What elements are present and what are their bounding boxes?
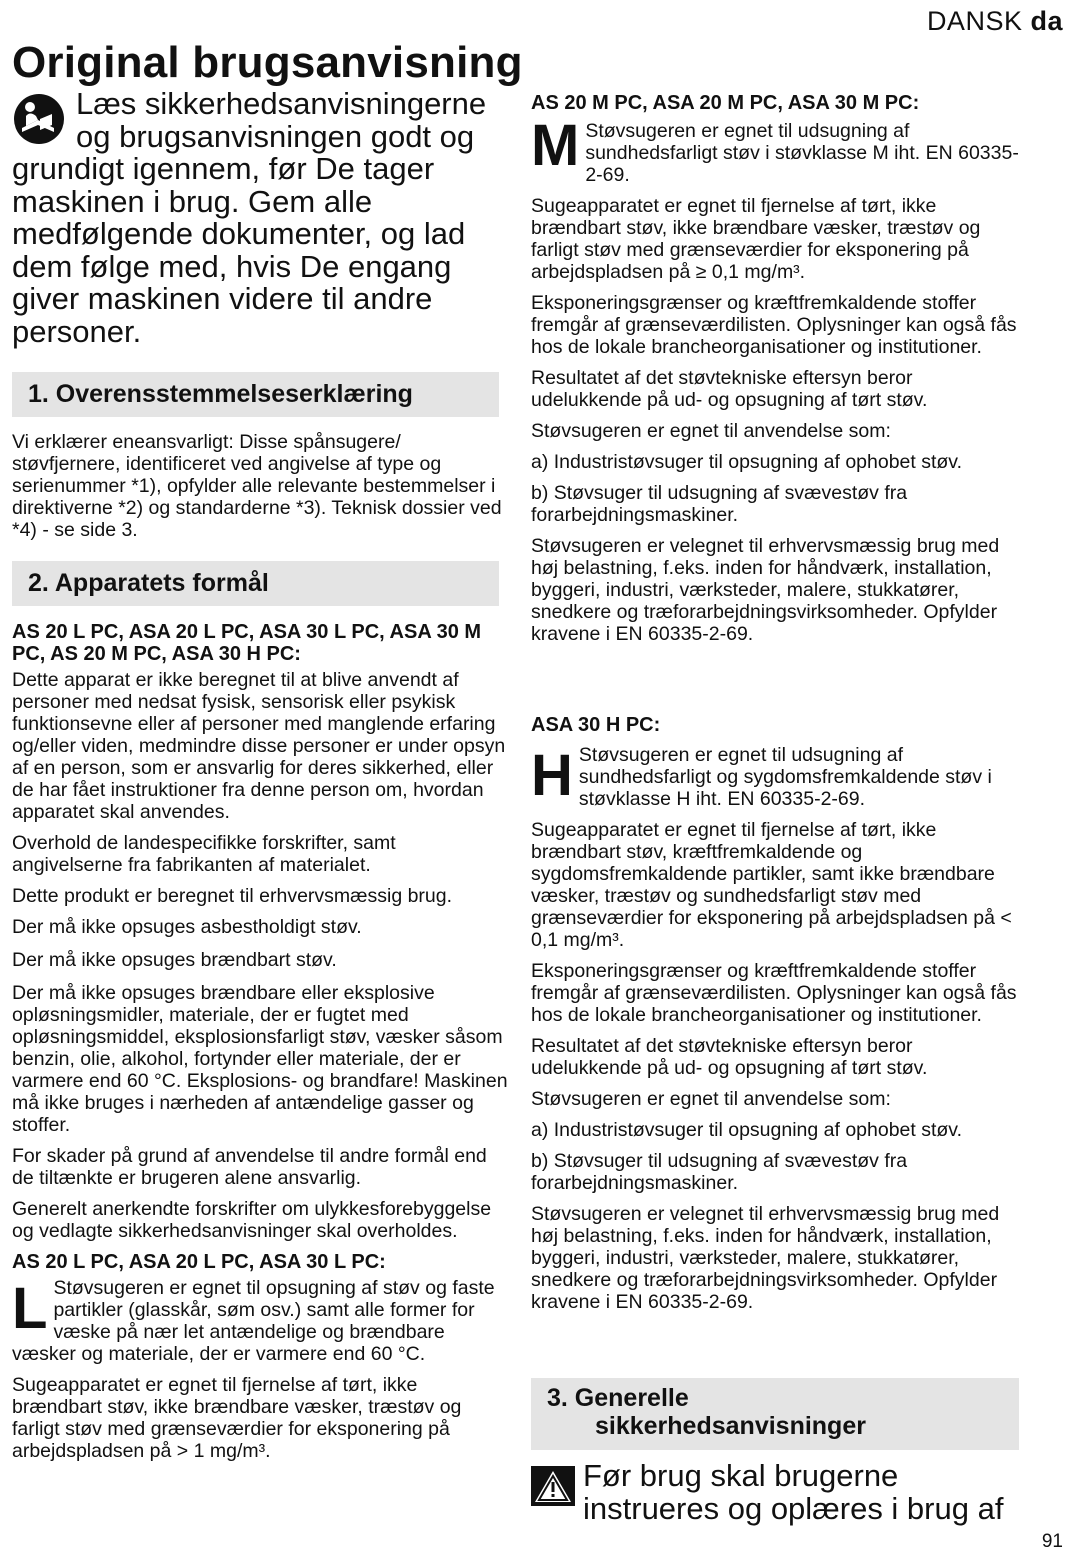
language-code: da [1030,6,1063,36]
paragraph: Støvsugeren er egnet til anvendelse som: [531,1088,891,1110]
m-class-text: Støvsugeren er egnet til udsugning af sundhedsfarligt støv i støvklasse M iht. EN 60335-2-69. [585,120,1019,186]
paragraph: Resultatet af det støvtekniske eftersyn beror udelukkende på ud- og opsugning af tørt støv. [531,367,928,411]
paragraph: Eksponeringsgrænser og kræftfremkaldende stoffer fremgår af grænseværdilisten. Oplysninger kan også fås hos de lokale brancheorganisationer og institutioner. [531,960,1017,1026]
paragraph: Dette produkt er beregnet til erhvervsmæssig brug. [12,885,453,907]
paragraph: Generelt anerkendte forskrifter om ulykkesforebyggelse og vedlagte sikkerhedsanvisninger skal overholdes. [12,1198,492,1242]
page-title: Original brugsanvisning [12,38,523,87]
paragraph: a) Industristøvsuger til opsugning af ophobet støv. [531,451,963,473]
models-heading-all: AS 20 L PC, ASA 20 L PC, ASA 30 L PC, ASA 30 M PC, AS 20 M PC, ASA 30 H PC: [12,621,482,665]
section-2-heading [12,561,499,606]
warning-block [531,1460,1025,1525]
paragraph: a) Industristøvsuger til opsugning af ophobet støv. [531,1119,963,1141]
paragraph: Resultatet af det støvtekniske eftersyn beror udelukkende på ud- og opsugning af tørt støv. [531,1035,928,1079]
paragraph: For skader på grund af anvendelse til andre formål end de tiltænkte er brugeren alene ansvarlig. [12,1145,487,1189]
paragraph: b) Støvsuger til udsugning af svævestøv fra forarbejdningsmaskiner. [531,1150,908,1194]
h-class-text: Støvsugeren er egnet til udsugning af sundhedsfarligt og sygdomsfremkaldende støv i støvklasse H iht. EN 60335-2-69. [578,744,992,810]
paragraph: Støvsugeren er velegnet til erhvervsmæssig brug med høj belastning, f.eks. inden for håndværk, installation, byggeri, industri, værksteder, malere, stukkatører, snedkere og træforarbejdningsvirksomheder. Opfylder kravene i EN 60335-2-69. [531,1203,1000,1313]
section-2-title: 2. Apparatets formål [28,569,269,597]
m-class-section [531,92,1025,654]
models-heading-l: AS 20 L PC, ASA 20 L PC, ASA 30 L PC: [12,1251,386,1273]
models-heading-m: AS 20 M PC, ASA 20 M PC, ASA 30 M PC: [531,92,920,114]
dust-class-m-letter: M [531,113,580,178]
section-3-title-line1: 3. Generelle [547,1384,689,1412]
read-manual-icon [12,92,66,146]
paragraph: Dette apparat er ikke beregnet til at blive anvendt af personer med nedsat fysisk, sensorisk eller psykisk funktionsevne eller af personer med manglende erfaring og/eller viden, medmindre disse personer er under opsyn af en person, som er ansvarlig for deres sikkerhed, eller de har fået instruktioner fra denne person om, hvordan apparatet skal anvendes. [12,669,506,823]
paragraph: Eksponeringsgrænser og kræftfremkaldende stoffer fremgår af grænseværdilisten. Oplysninger kan også fås hos de lokale brancheorganisationer og institutioner. [531,292,1017,358]
section-1-title: 1. Overensstemmelseserklæring [28,380,413,408]
paragraph: Der må ikke opsuges brændbart støv. [12,949,337,971]
section-3-title-line2: sikkerhedsanvisninger [595,1412,866,1440]
paragraph: b) Støvsuger til udsugning af svævestøv fra forarbejdningsmaskiner. [531,482,908,526]
section-1-body [12,431,508,550]
dust-class-l-letter: L [12,1276,48,1341]
m-class-block [531,113,1025,186]
section-1-heading [12,372,499,417]
paragraph: Der må ikke opsuges brændbare eller eksplosive opløsningsmidler, materiale, der er fugtet med opløsningsmiddel, eksplosionsfarligt støv, væsker såsom benzin, olie, alkohol, fortynder eller materiale, der er varmere end 60 °C. Eksplosions- og brandfare! Maskinen må ikke bruges i nærheden af antændelige gasser og stoffer. [12,982,508,1136]
language-name: DANSK [926,6,1023,36]
l-class-block [12,1277,508,1365]
h-class-section [531,714,1025,1322]
paragraph: Overhold de landespecifikke forskrifter, samt angivelserne fra fabrikanten af materialet. [12,832,396,876]
paragraph: Sugeapparatet er egnet til fjernelse af tørt, ikke brændbart støv, ikke brændbare væsker, træstøv og farligt støv med grænseværdier for eksponering på arbejdspladsen på ≥ 0,1 mg/m³. [531,195,981,283]
paragraph: Der må ikke opsuges asbestholdigt støv. [12,916,362,938]
l-class-text: Støvsugeren er egnet til opsugning af støv og faste partikler (glasskår, søm osv.) samt alle former for væske på nær let antændelige og brændbare væsker og materiale, der er varmere end 60 °C. [12,1277,495,1365]
warning-text: Før brug skal brugerne instrueres og oplæres i brug af [583,1458,1004,1526]
paragraph: Sugeapparatet er egnet til fjernelse af tørt, ikke brændbart støv, kræftfremkaldende og sygdomsfremkaldende partikler, samt ikke brændbare væsker, træstøv og sundhedsfarligt støv med grænseværdier for eksponering på arbejdspladsen på < 0,1 mg/m³. [531,819,1012,951]
intro-text: Læs sikkerhedsanvisningerne og brugsanvisningen godt og grundigt igennem, før De tager maskinen i brug. Gem alle medfølgende dokumenter, og lad dem følge med, hvis De engang giver maskinen videre til andre personer. [12,86,487,349]
paragraph: Støvsugeren er velegnet til erhvervsmæssig brug med høj belastning, f.eks. inden for håndværk, installation, byggeri, industri, værksteder, malere, stukkatører, snedkere og træforarbejdningsvirksomheder. Opfylder kravene i EN 60335-2-69. [531,535,1000,645]
section-2-body [12,621,508,1471]
l-class-suitability: Sugeapparatet er egnet til fjernelse af tørt, ikke brændbart støv, ikke brændbare væsker, træstøv og farligt støv med grænseværdier for eksponering på arbejdspladsen på > 1 mg/m³. [12,1374,462,1462]
dust-class-h-letter: H [531,743,573,808]
page-number: 91 [1041,1531,1063,1552]
h-class-block [531,744,1025,810]
left-column [12,0,508,1561]
declaration-text: Vi erklærer eneansvarligt: Disse spånsugere/ støvfjernere, identificeret ved angivelse af type og serienummer *1), opfylder alle relevante bestemmelser i direktiverne *2) og standarderne *3). Teknisk dossier ved *4) - se side 3. [12,431,502,541]
intro-block [12,88,508,348]
right-column [531,0,1025,1561]
warning-triangle-icon [531,1466,575,1506]
models-heading-h: ASA 30 H PC: [531,714,661,736]
section-3-heading [531,1378,1019,1450]
paragraph: Støvsugeren er egnet til anvendelse som: [531,420,891,442]
